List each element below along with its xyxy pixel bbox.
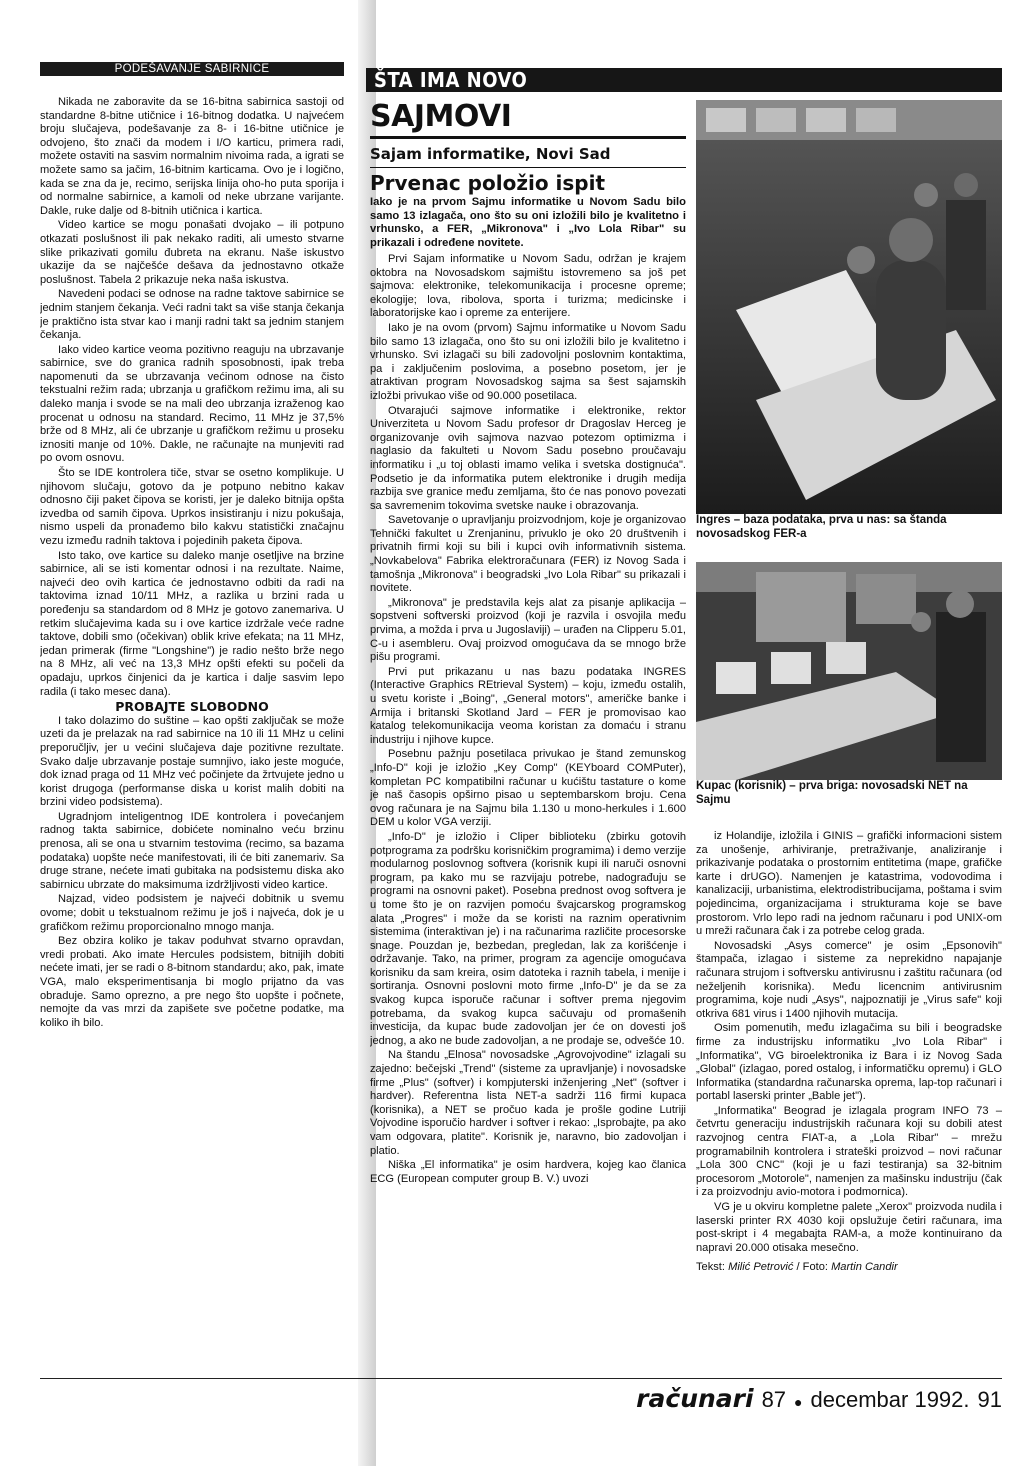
photo-caption-2: Kupac (korisnik) – prva briga: novosadski NET na Sajmu [696,780,968,806]
article-column-right [696,830,1002,1365]
page-number: 91 [977,1387,1002,1412]
photo-ingres-image [696,100,1002,514]
body-paragraph: Novosadski „Asys comerce" je osim „Epsonovih" štampača, izlagao i sisteme za neprekidno napajanje računara strujom i softversku antivirusnu i zaštitu računara (od neželjenih korisnika). Među licencnim antivirusnim programima, koje nudi „Asys", najpoznatiji je „Virus safe" koji otkriva 681 virus i 1400 njihovih mutacija. [696,939,1002,1020]
body-paragraph: „Mikronova" je predstavila kejs alat za pisanje aplikacija – sopstveni softverski proizvod (koji je razvila i osvojila među prvima, a možda i prva u Jugoslaviji) – urađen na Clipperu 5.01, C-u i asembleru. Ovaj proizvod omogućava da se mnogo brže pišu programi. [370,596,686,664]
article-lead: Iako je na prvom Sajmu informatike u Novom Sadu bilo samo 13 izlagača, ono što su oni izložili bilo je kvalitetno i vrhunsko, a FER, „Mikronova" i „Ivo Lola Ribar" su prikazali i određene novitete. [370,196,686,249]
body-paragraph: Što se IDE kontrolera tiče, stvar se osetno komplikuje. U njihovom slučaju, gotovo da je potpuno nebitno kakav odnosno čiji paket čipova se koristi, jer je daleko bitnija opšta izvedba od samih čipova. Uprkos insistiranju i nizu pokušaja, nismo uspeli da pronađemo bilo kakvu statistički značajnu vezu između radnih taktova i pojedinih paketa čipova. [40,467,344,547]
title-rule [370,136,686,139]
section-title: SAJMOVI [370,99,512,134]
issue-number: 87 [761,1387,787,1412]
body-paragraph: Bez obzira koliko je takav poduhvat stvarno opravdan, vredi probati. Ako imate Hercules podsistem, bitnijih dobiti nećete imati, jer se radi o 8-bitnom standardu; ako, pak, imate VGA, malo eksperimentisanja bi moglo prijatno da vas obraduje. Samo oprezno, a pre nego što uopšte i počnete, nemojte da vas mrzi da zapišete sve početne podatke, ma koliko ih bilo. [40,935,344,1029]
page-footer [636,1386,1002,1415]
body-paragraph: Isto tako, ove kartice su daleko manje osetljive na brzine sabirnice, ali se isti komentar odnosi i na rezultate. Naime, najveći deo ovih kartica će jednostavno odbiti da radi na taktovima iznad 10/11 MHz, a razlika u brzini rada u poređenju sa standardom od 8 MHz je gotovo zanemariva. U retkim slučajevima kada su i ove kartice izdržale veće radne taktove, dobili smo (očekivan) oblik krive efekata; na 11 MHz, jedan primerak (firme "Longshine") je radio nešto brže nego na 8 MHz, ali već na 13,3 MHz opšti efekti su počeli da opadaju, uprkos činjenici da je kartica i dalje sasvim lepo radila (i tako mesec dana). [40,549,344,698]
photo-net-image [696,562,1002,780]
credit-author: Milić Petrović [728,1261,794,1274]
bullet-icon: ● [794,1394,803,1410]
body-paragraph: Posebnu pažnju posetilaca privukao je štand zemunskog „Info-D" koji je izložio „Key Comp" (KEYboard COMPuter), kompletan PC kompatibilni računar u kućištu tastature o kome je naš časopis opširno pisao u septembarskom broju. Cena ovog računara je na Sajmu bila 1.130 u mono-herkules i 1.600 DEM u kolor VGA verziji. [370,748,686,829]
body-paragraph: Iako video kartice veoma pozitivno reaguju na ubrzavanje sabirnice, sve do granica radnih sposobnosti, ipak treba napomenuti da se ubrzavanja većinom odnose na čisto tekstualni režim rada; ubrzanja u grafičkom režimu ima, ali su daleko manja i svode se na mali deo ubrzanja izraženog kao procenat u odnosu na standard. Recimo, 11 MHz je 37,5% brže od 8 MHz, ali će ubrzanje u grafičkom režimu u proseku iznositi manje od 10%. Dakle, ne računajte na munjeviti rad po ovom osnovu. [40,343,344,465]
credit-label: Tekst: [696,1261,725,1274]
body-paragraph: VG je u okviru kompletne palete „Xerox" proizvoda nudila i laserski printer RX 4030 koji opslužuje četiri računara, ima post-skript i 4 megabajta RAM-a, a može kontinuirano da napravi 20.000 otisaka mesečno. [696,1201,1002,1254]
body-paragraph: Na štandu „Elnosa" novosadske „Agrovojvodine" izlagali su zajedno: bečejski „Trend" (sisteme za upravljanje) i novosadske firme „Plus" (softver) i kompjuterski inženjering „Net" (softver i hardver). Referentna lista NET-a sadrži 116 firmi kupaca (korisnika), a NET se pročuo kada je prošle godine Lutriji Vojvodine isporučio hardver i softver i rekao: „Isprobajte, pa ako vam odgovara, platite". Korisnik je, naravno, bio zadovoljan i platio. [370,1049,686,1157]
body-paragraph: Niška „El informatika" je osim hardvera, kojeg kao članica ECG (European computer group B. V.) uvozi [370,1159,686,1185]
article-credit [696,1261,1002,1275]
kicker-rule [370,167,686,168]
article-column-main [370,253,686,1363]
credit-separator: / Foto: [796,1261,828,1274]
photo-net-stand [696,562,1002,780]
section-bar-sta-ima-novo: ŠTA IMA NOVO [366,68,1002,92]
magazine-brand: računari [636,1384,754,1413]
body-paragraph: Navedeni podaci se odnose na radne taktove sabirnice se jednim stanjem čekanja. Veći radni takt sa više stanja čekanja je praktično ista stvar kao i manji radni takt sa jednim stanjem čekanja. [40,288,344,342]
footer-rule [40,1378,1002,1379]
body-paragraph: I tako dolazimo do suštine – kao opšti zaključak se može uzeti da je prelazak na rad sabirnice na 10 ili 11 MHz u celini preporučljiv, jer u većini slučajeva daje pozitivne rezultate. Svako dalje ubrzavanje postaje sumnjivo, iako jeste moguće, dok iznad praga od 11 MHz već počinjete da žrtvujete jedno u korist drugoga (performanse diska u korist malih dobiti na brzini video podsistema). [40,714,344,809]
body-paragraph: iz Holandije, izložila i GINIS – grafički informacioni sistem za unošenje, arhiviranje, pretraživanje, analiziranje i prikazivanje podataka o prostornim entitetima (mape, grafičke karte i drUGO). Namenjen je katastrima, vodovodima i kanalizaciji, urbanistima, elektrodistribucijama, poštama i svim pojedincima, organizacijama i strukturama koje se bave prostorom. Vrlo lepo radi na jednom računaru i pod UNIX-om u mreži računara čak i za potrebe celog grada. [696,830,1002,938]
body-paragraph: „Informatika" Beograd je izlagala program INFO 73 – četvrtu generaciju industrijskih računara koji su dobili atest razvojnog centra FIAT-a, a „Lola Ribar" – mrežu programabilnih kontrolera i strateški proizvod – novi računar „Lola 300 CNC" (koji je u fazi testiranja) sa 32-bitnim procesorom „Motorole", namenjen za mašinsku industriju (čak i za proizvodnju avio-motora i podmornica). [696,1104,1002,1199]
body-paragraph: Osim pomenutih, među izlagačima su bili i beogradske firme za industrijsku informatiku „Ivo Lola Ribar" i „Informatika", VG biroelektronika iz Bara i iz Novog Sada „Global" (izlagao, pored ostalog, i informatičku opremu) i GLO Informatika (standardna računarska oprema, lap-top računari i portabl laserski printer „Bable jet"). [696,1022,1002,1103]
issue-date: decembar 1992. [810,1387,970,1412]
body-paragraph: Savetovanje o upravljanju proizvodnjom, koje je organizovao Tehnički fakultet u Zrenjaninu, privuklo je oko 20 društvenih i privatnih firmi koji su bili i kupci ovih informativnih sistema. „Novkabelova" Fabrika elektroračunara (FER) iz Novog Sada i tamošnja „Mikronova" i beogradski „Ivo Lola Ribar" su prikazali i novitete. [370,514,686,595]
body-paragraph: Prvi Sajam informatike u Novom Sadu, održan je krajem oktobra na Novosadskom sajmištu istovremeno sa još pet sajmova: elektronike, telekomunikacija i procesne opreme; ekologije; lova, ribolova, sporta i turizma; medicinske i laboratorijske kao i opreme za enterijere. [370,253,686,320]
body-paragraph: Video kartice se mogu ponašati dvojako – ili potpuno otkazati poslušnost ili pak nekako raditi, ali umesto stvarne slike prikazivati gomilu đubreta na ekranu. Naše iskustvo ukazije da se najčešće dešava da jednostavno otkaže poslušnost. Tabela 2 prikazuje neka naša iskustva. [40,219,344,286]
body-paragraph: Otvarajući sajmove informatike i elektronike, rektor Univerziteta u Novom Sadu profesor dr Dragoslav Herceg je organizovanje ovih sajmova nazvao potezom optimizma i naglasio da fakulteti u Novom Sadu posebno proučavaju informatiku i „u toj oblasti imamo velika i svetska dostignuća". Podsetio je da informatika putem elektronike i drugih medija razbija sve granice među zemljama, što će nas ponovo povezati sa savremenim tokovima svetske nauke i obrazovanja. [370,404,686,512]
article-kicker: Sajam informatike, Novi Sad [370,145,611,163]
left-section-bar: PODEŠAVANJE SABIRNICE [40,62,344,76]
body-paragraph: Prvi put prikazanu u nas bazu podataka INGRES (Interactive Graphics REtrieval System) – koju, između ostalih, u svetu koriste i „Boing", „General motors", američke banke i Armija i britanski Skotland Jard – FER je promovisao kao katalog telekomunikacija veoma koristan za domaću i stranu industriju i njihove kupce. [370,665,686,746]
article-headline: Prvenac položio ispit [370,171,606,195]
photo-caption-1: Ingres – baza podataka, prva u nas: sa štanda novosadskog FER-a [696,514,947,540]
body-paragraph: „Info-D" je izložio i Cliper biblioteku (zbirku gotovih potprograma za podršku korisničkim programima) i demo verzije modularnog poslovnog softvera (korisnik kupi ili naruči osnovni program, pa kako mu se razvijaju potrebe, nadograđuju se programi na osnovni paket). Posebna prednost ovog softvera je u tome što je on razvijen pomoću švajcarskog programskog alata „Progres" i može da se koristi na raznim operativnim sistemima (interaktivan je) i na računarima različite procesorske snage. Pouzdan je, bezbedan, pregledan, lak za korišćenje i održavanje. Tako, na primer, program za agencije omogućava korisniku da sam kreira, osim datoteka i raznih tabela, i menije i sortiranja. Osnovni poslovni moto firme „Info-D" je da se za svakog kupca isporuče računar i softver prema njegovim potrebama, da svakog kupca sačuvaju od promašenih investicija, da kupac bude zadovoljan jer će on dovesti još jednog, a ako ne bude zadovoljan, a ne prodaje se, odvešće 10. [370,830,686,1047]
subheading-probajte-slobodno: PROBAJTE SLOBODNO [115,699,269,715]
body-paragraph: Iako je na ovom (prvom) Sajmu informatike u Novom Sadu bilo samo 13 izlagača, ono što su oni izložili bilo je kvalitetno i vrhunsko. Svi izlagači su bili zadovoljni poslovnim kontaktima, pa i zaključenim poslovima, a posebno posetom, jer je atraktivan program Novosadskog sajma sa šest sajamskih izložbi privukao više od 90.000 posetilaca. [370,321,686,402]
body-paragraph: Najzad, video podsistem je najveći dobitnik u svemu ovome; dobit u tekstualnom režimu je još i najveća, dok je u grafičkom režimu proporcionalno mnogo manja. [40,893,344,933]
credit-photographer: Martin Candir [831,1261,898,1274]
left-article-column [40,96,344,1361]
body-paragraph: Nikada ne zaboravite da se 16-bitna sabirnica sastoji od standardne 8-bitne utičnice i 16-bitnog dodatka. U najvećem broju slučajeva, podešavanje za 8- i 16-bitne utičnice je odvojeno, što znači da modem i I/O karticu, primera radi, možete ostaviti na sasvim normalnim nivoima rada, a igrati se možete samo sa jačim, 16-bitnim karticama. Ovo je i logično, kada se zna da je, recimo, serijska linija oho-ho puta sporija i od normalne sabirnice, a kamoli od neke ubrzane varijante. Dakle, ruke dalje od 8-bitnih utičnica i kartica. [40,96,344,217]
photo-ingres-stand [696,100,1002,514]
body-paragraph: Ugradnjom inteligentnog IDE kontrolera i povećanjem radnog takta sabirnice, dobićete nominalno veću brzinu prenosa, ali se ona u stvarnim testovima (recimo, sa bazama podataka) uopšte neće manifestovati, ili će biti zanemariv. Sa druge strane, nećete imati gubitaka na podsistemu diska ako sabirnicu ubrzate do maksimuma izdržljivosti video kartice. [40,810,344,891]
